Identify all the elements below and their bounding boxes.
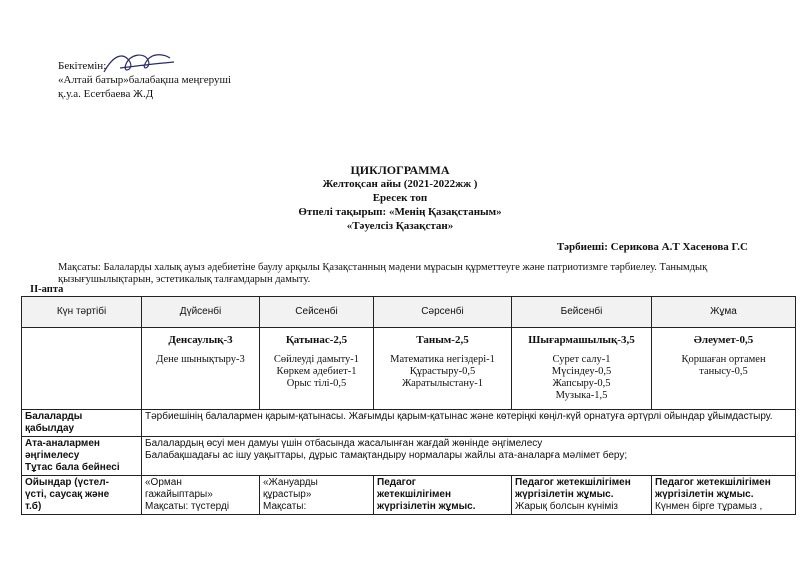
area-name: Шығармашылық-3,5 [528, 334, 635, 346]
row-label-line: Ата-аналармен [25, 438, 100, 449]
area-name: Қатынас-2,5 [285, 334, 348, 346]
teachers-line: Тәрбиеші: Серикова А.Т Хасенова Г.С [556, 241, 748, 253]
area-cell [512, 328, 652, 410]
activity-cell [512, 476, 652, 515]
schedule-table [21, 296, 796, 515]
parents-text-line: Балабақшадағы ас ішу уақыттары, дұрыс тамақтандыру нормалары жайлы ата-аналарға мәлімет беру; [145, 450, 628, 461]
area-item: танысу-0,5 [699, 366, 748, 377]
area-name: Әлеумет-0,5 [693, 334, 754, 346]
activity-line: жүргізілетін жұмыс. [377, 501, 476, 512]
area-item: Сөйлеуді дамыту-1 [273, 354, 360, 365]
month-line: Желтоқсан айы (2021-2022жж ) [322, 178, 478, 190]
activity-line: Күнмен бірге тұрамыз , [655, 501, 763, 512]
row-label [22, 437, 142, 476]
theme-line: Өтпелі тақырып: «Менің Қазақстаным» [298, 206, 502, 218]
parents-text-line: Балалардың өсуі мен дамуы үшін отбасында жасалынған жағдай жөнінде әңгімелесу [145, 438, 543, 449]
title-block [0, 163, 800, 233]
table-row [22, 328, 796, 410]
area-item: Музыка-1,5 [555, 390, 608, 401]
area-item: Көркем әдебиет-1 [276, 366, 357, 377]
activity-cell [260, 476, 374, 515]
header-cell: Бейсенбі [512, 297, 652, 328]
area-name: Денсаулық-3 [168, 334, 233, 346]
activity-line: Мақсаты: түстерді [145, 501, 230, 512]
activity-cell [374, 476, 512, 515]
activity-line: жетекшілігімен [377, 489, 452, 500]
area-item: Қоршаған ортамен [681, 354, 766, 365]
area-item: Математика негіздері-1 [390, 354, 495, 365]
table-header-row [22, 297, 796, 328]
activity-line: жүргізілетін жұмыс. [515, 489, 614, 500]
row-label-line: т.б) [25, 501, 42, 512]
header-cell: Сәрсенбі [374, 297, 512, 328]
area-item: Жапсыру-0,5 [552, 378, 611, 389]
table-row [22, 410, 796, 437]
row-label-line: Ойындар (үстел- [25, 477, 109, 488]
header-cell: Күн тәртібі [22, 297, 142, 328]
row-label [22, 476, 142, 515]
group-line: Ересек топ [372, 192, 428, 204]
header-cell: Сейсенбі [260, 297, 374, 328]
row-label [22, 410, 142, 437]
approval-line: Бекітемін: [58, 60, 107, 72]
activity-line: Педагог жетекшілігімен [655, 477, 771, 488]
table-row [22, 476, 796, 515]
row-label-line: Балаларды [25, 411, 83, 422]
subtheme-line: «Тәуелсіз Қазақстан» [346, 220, 454, 232]
activity-cell [652, 476, 796, 515]
row-label-line: қабылдау [25, 423, 75, 434]
activity-line: құрастыр» [263, 489, 312, 500]
row-label-line: әңгімелесу [25, 450, 80, 461]
activity-cell [142, 476, 260, 515]
area-item: Орыс тілі-0,5 [286, 378, 347, 389]
table-row [22, 437, 796, 476]
area-item: Мүсіндеу-0,5 [551, 366, 612, 377]
row-label-line: Тұтас бала бейнесі [25, 462, 120, 473]
activity-line: «Жануарды [263, 477, 318, 488]
activity-line: «Орман [145, 477, 182, 488]
area-cell [374, 328, 512, 410]
header-cell: Жұма [652, 297, 796, 328]
area-cell [260, 328, 374, 410]
approval-org: «Алтай батыр»балабақша меңгеруші [58, 74, 232, 86]
area-item: Құрастыру-0,5 [409, 366, 476, 377]
row-label-line: үсті, саусақ және [25, 489, 110, 500]
activity-line: Жарық болсын күніміз [515, 501, 619, 512]
activity-line: гажайыптары» [145, 489, 213, 500]
activity-line: жүргізілетін жұмыс. [655, 489, 754, 500]
document-title: ЦИКЛОГРАММА [350, 163, 450, 177]
area-item: Жаратылыстану-1 [401, 378, 484, 389]
parents-text [142, 437, 796, 476]
area-item: Сурет салу-1 [552, 354, 611, 365]
signature-icon [100, 48, 178, 80]
approval-head: қ.у.а. Есетбаева Ж.Д [58, 88, 154, 100]
area-item: Дене шынықтыру-3 [156, 354, 245, 365]
activity-line: Мақсаты: [263, 501, 307, 512]
header-cell: Дүйсенбі [142, 297, 260, 328]
goal-paragraph: Мақсаты: Балаларды халық ауыз әдебиетіне баулу арқылы Қазақстанның мәдени мұрасын құрметтеуге және патриотизмге тәрбиелеу. Танымдық қызығушылықтарын, эстетикалық талғамдарын дамыту. [58, 262, 708, 285]
activity-line: Педагог [377, 477, 416, 488]
area-cell [142, 328, 260, 410]
area-name: Таным-2,5 [416, 334, 469, 346]
empty-cell [22, 328, 142, 410]
week-label: ІІ-апта [30, 284, 64, 295]
reception-text: Тәрбиешінің балалармен қарым-қатынасы. Жағымды қарым-қатынас және көтеріңкі көңіл-күй орнатуға әртүрлі ойындар ұйымдастыру. [142, 410, 796, 437]
activity-line: Педагог жетекшілігімен [515, 477, 631, 488]
area-cell [652, 328, 796, 410]
